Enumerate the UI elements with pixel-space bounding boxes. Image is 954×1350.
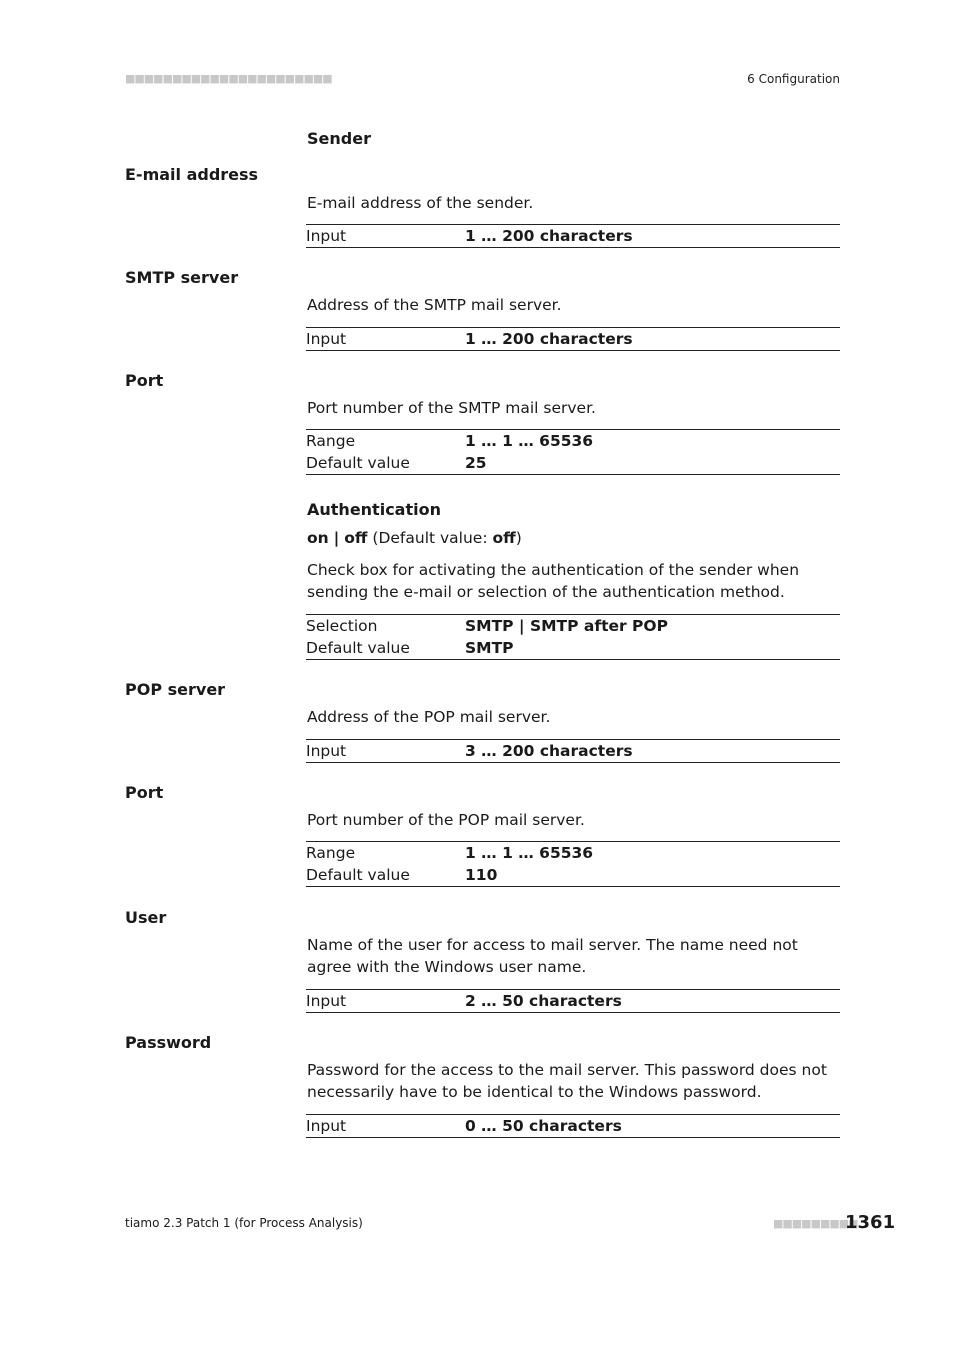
section-title-authentication: Authentication [307,500,441,519]
pop-spec-table [306,739,840,763]
auth-spec-table [306,614,840,660]
auth-description: Check box for activating the authentication of the sender when sending the e-mail or selection of the authentication method. [307,561,800,601]
auth-option-on: on [307,529,329,547]
chapter-title: 6 Configuration [747,72,840,86]
param-pop-port: Port [125,783,164,802]
param-user: User [125,908,167,927]
pop-port-description: Port number of the POP mail server. [307,811,585,829]
auth-default-suffix: ) [515,529,522,547]
pop-description: Address of the POP mail server. [307,708,551,726]
table-row: Range 1 … 1 … 65536 [306,844,594,862]
auth-options [307,527,522,549]
footer-product: tiamo 2.3 Patch 1 (for Process Analysis) [125,1216,363,1230]
smtp-description: Address of the SMTP mail server. [307,296,562,314]
table-row: Range 1 … 1 … 65536 [306,432,594,450]
param-pop-server: POP server [125,680,226,699]
param-email-address: E-mail address [125,165,259,184]
auth-default-prefix: (Default value: [372,529,493,547]
table-row: Input 0 … 50 characters [306,1117,622,1135]
auth-option-off: off [344,529,368,547]
table-row: Default value 110 [306,866,498,884]
auth-option-separator: | [333,529,340,547]
email-description: E-mail address of the sender. [307,194,534,212]
header-decoration: ■■■■■■■■■■■■■■■■■■■■■■ [125,72,332,85]
password-spec-table [306,1114,840,1138]
table-row: Default value SMTP [306,639,514,657]
param-smtp-server: SMTP server [125,268,239,287]
page-number: 1361 [845,1212,896,1233]
email-spec-table [306,224,840,248]
table-row: Input 1 … 200 characters [306,227,633,245]
table-row: Selection SMTP | SMTP after POP [306,617,668,635]
table-row: Input 2 … 50 characters [306,992,622,1010]
footer-decoration: ■■■■■■■■■ [773,1217,858,1230]
param-port: Port [125,371,164,390]
auth-default-value: off [492,529,516,547]
smtp-spec-table [306,327,840,351]
section-title-sender: Sender [307,129,371,148]
table-row: Input 3 … 200 characters [306,742,633,760]
table-row: Input 1 … 200 characters [306,330,633,348]
password-description: Password for the access to the mail server. This password does not necessarily have to be identical to the Windows password. [307,1061,827,1101]
user-spec-table [306,989,840,1013]
port-spec-table [306,429,840,475]
user-description: Name of the user for access to mail server. The name need not agree with the Windows user name. [307,936,798,976]
port-description: Port number of the SMTP mail server. [307,399,596,417]
pop-port-spec-table [306,841,840,887]
table-row: Default value 25 [306,454,487,472]
param-password: Password [125,1033,212,1052]
